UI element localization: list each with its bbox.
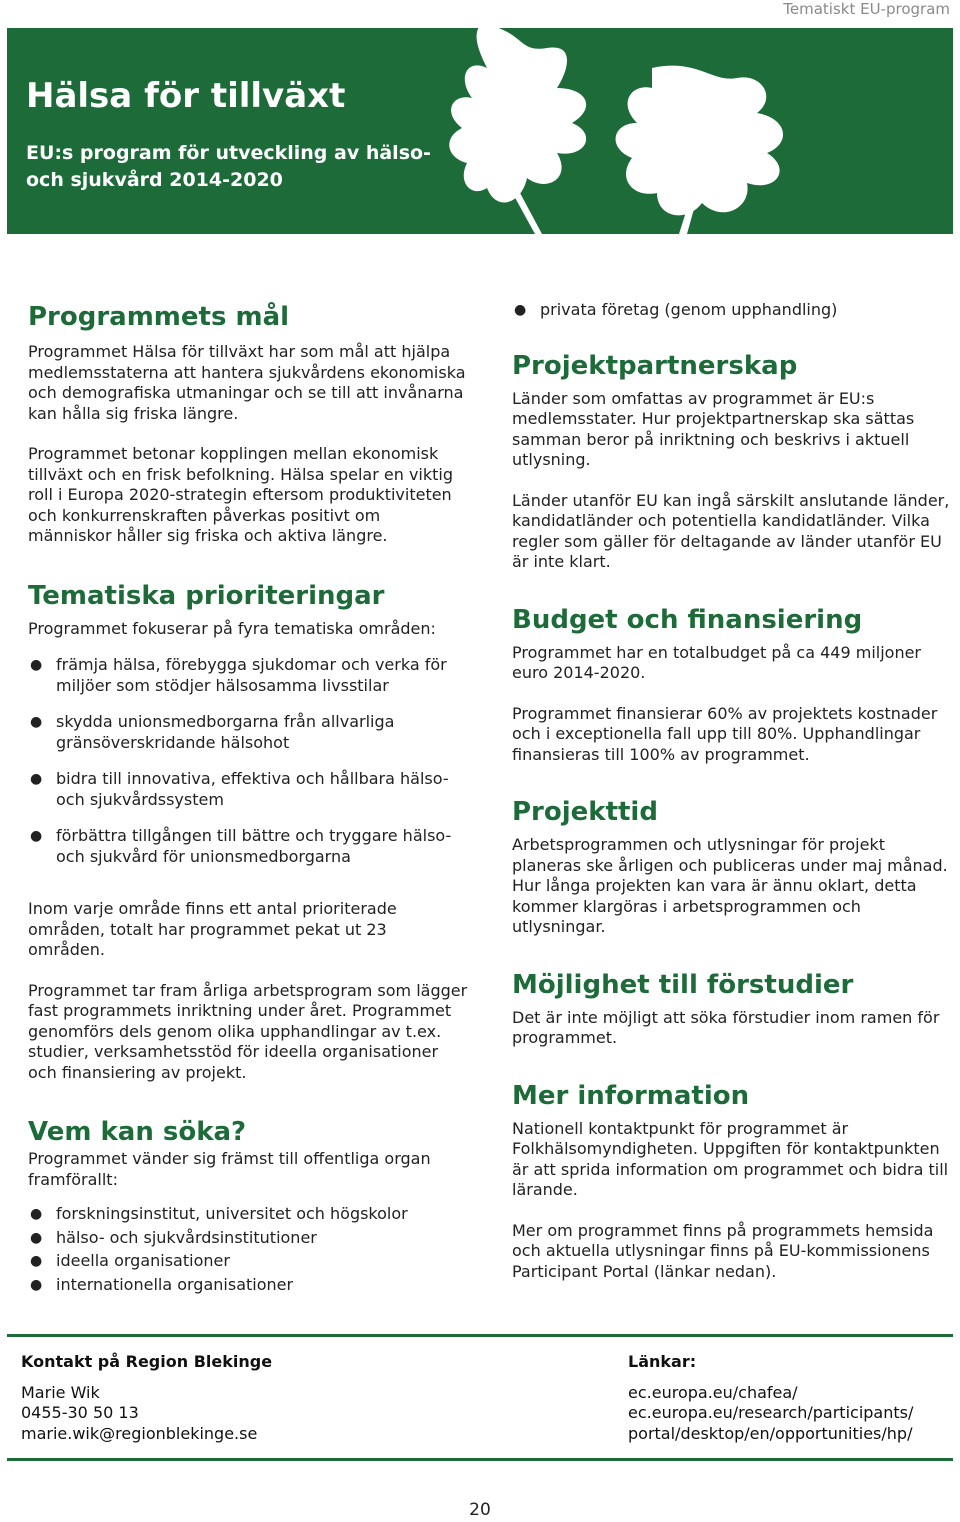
subtitle-line-2: och sjukvård 2014-2020 [26,169,283,191]
time-heading: Projekttid [512,797,658,827]
contact-block [21,1352,521,1444]
list-item-text: skydda unionsmedborgarna från allvarliga gränsöverskridande hälsohot [56,712,395,752]
list-item [28,655,468,696]
bullet-icon: ● [514,302,527,318]
prestudy-paragraph-1: Det är inte möjligt att söka förstudier inom ramen för programmet. [512,1007,940,1047]
who-list [28,1204,468,1295]
footer-divider-bottom [7,1458,953,1461]
list-item-text: internationella organisationer [56,1274,294,1294]
list-item [28,1228,468,1249]
footer-divider-top [7,1334,953,1337]
bullet-icon: ● [30,1276,43,1293]
list-item-text: forskningsinstitut, universitet och högskolor [56,1204,408,1223]
list-item [28,1204,468,1225]
list-item [28,1275,468,1296]
partner-paragraph-2: Länder utanför EU kan ingå särskilt anslutande länder, kandidatländer och potentiella kandidatländer. Vilka regler som gäller för deltagande av länder utanför EU är inte klart. [512,490,950,571]
list-item-text: bidra till innovativa, effektiva och hållbara hälso- och sjukvårdssystem [56,769,449,809]
budget-paragraph-1: Programmet har en totalbudget på ca 449 miljoner euro 2014-2020. [512,642,922,682]
bullet-icon: ● [30,657,43,673]
info-paragraph-2: Mer om programmet finns på programmets hemsida och aktuella utlysningar finns på EU-kommissionens Participant Portal (länkar nedan). [512,1220,934,1281]
link-participant-portal-line-1[interactable]: ec.europa.eu/research/participants/ [628,1403,914,1422]
partner-paragraph-1: Länder som omfattas av programmet är EU:s medlemsstater. Hur projektpartnerskap ska sättas samman beror på inriktning och beskrivs i aktuell utlysning. [512,388,915,469]
list-item [28,1251,468,1272]
list-item-text: hälso- och sjukvårdsinstitutioner [56,1227,317,1247]
right-column [512,300,952,1282]
oak-leaves-graphic [447,28,953,234]
who-intro: Programmet vänder sig främst till offentliga organ framförallt: [28,1149,431,1189]
links-heading: Länkar: [628,1352,697,1371]
bullet-icon: ● [30,828,43,844]
link-participant-portal-line-2[interactable]: portal/desktop/en/opportunities/hp/ [628,1423,913,1443]
contact-phone: 0455-30 50 13 [21,1403,139,1422]
page-title: Hälsa för tillväxt [26,76,346,116]
partner-heading: Projektpartnerskap [512,350,798,381]
page-subtitle [26,140,446,194]
themes-list [28,655,468,867]
bullet-icon: ● [30,714,43,730]
left-column [28,300,468,1295]
contact-name: Marie Wik [21,1382,100,1402]
list-item [28,712,468,753]
bullet-icon: ● [30,1229,43,1246]
list-item [28,826,468,867]
goals-paragraph-1: Programmet Hälsa för tillväxt har som mål att hjälpa medlemsstaterna att hantera sjukvårdens ekonomiska och demografiska utmaningar och se till att invånarna kan hålla sig friska längre. [28,342,466,423]
themes-paragraph-2: Programmet tar fram årliga arbetsprogram som lägger fast programmets inriktning under året. Programmet genomförs dels genom olika upphandlingar av t.ex. studier, verksamhetsstöd för ideella organisationer och finansiering av projekt. [28,980,468,1082]
themes-heading: Tematiska prioriteringar [28,580,385,611]
list-item-text: förbättra tillgången till bättre och tryggare hälso- och sjukvård för unionsmedborgarna [56,826,452,866]
prestudy-heading: Möjlighet till förstudier [512,969,854,1000]
contact-email[interactable]: marie.wik@regionblekinge.se [21,1423,258,1443]
info-heading: Mer information [512,1080,750,1111]
title-banner [7,28,953,234]
goals-heading: Programmets mål [28,302,290,332]
contact-heading: Kontakt på Region Blekinge [21,1352,273,1371]
document-category-label: Tematiskt EU-program [783,0,950,18]
goals-paragraph-2: Programmet betonar kopplingen mellan ekonomisk tillväxt och en frisk befolkning. Hälsa spelar en viktig roll i Europa 2020-strategin eftersom produktiviteten och konkurrenskraften påverkas positivt om människor håller sig friska och aktiva längre. [28,444,454,545]
who-list-continued [512,300,952,321]
themes-intro: Programmet fokuserar på fyra tematiska områden: [28,618,436,638]
info-paragraph-1: Nationell kontaktpunkt för programmet är Folkhälsomyndigheten. Uppgiften för kontaktpunkten är att sprida information om programmet och bidra till lärande. [512,1118,949,1199]
list-item-text: främja hälsa, förebygga sjukdomar och verka för miljöer som stödjer hälsosamma livsstilar [56,655,447,695]
bullet-icon: ● [30,1206,43,1222]
bullet-icon: ● [30,1253,43,1269]
subtitle-line-1: EU:s program för utveckling av hälso- [26,142,431,164]
bullet-icon: ● [30,771,43,787]
who-heading: Vem kan söka? [28,1117,247,1147]
list-item-text: ideella organisationer [56,1251,230,1270]
themes-paragraph-1: Inom varje område finns ett antal prioriterade områden, totalt har programmet pekat ut 23 områden. [28,899,397,959]
budget-paragraph-2: Programmet finansierar 60% av projektets kostnader och i exceptionella fall upp till 80%. Upphandlingar finansieras till 100% av programmet. [512,703,938,764]
budget-heading: Budget och finansiering [512,604,863,635]
list-item-text: privata företag (genom upphandling) [540,300,838,319]
list-item [512,300,952,321]
time-paragraph-1: Arbetsprogrammen och utlysningar för projekt planeras ske årligen och publiceras under maj månad. Hur långa projekten kan vara är ännu oklart, detta kommer klargöras i arbetsprogrammen och utlysningar. [512,835,948,936]
link-chafea[interactable]: ec.europa.eu/chafea/ [628,1382,798,1402]
links-block [628,1352,948,1444]
page-number: 20 [469,1500,491,1520]
list-item [28,769,468,810]
